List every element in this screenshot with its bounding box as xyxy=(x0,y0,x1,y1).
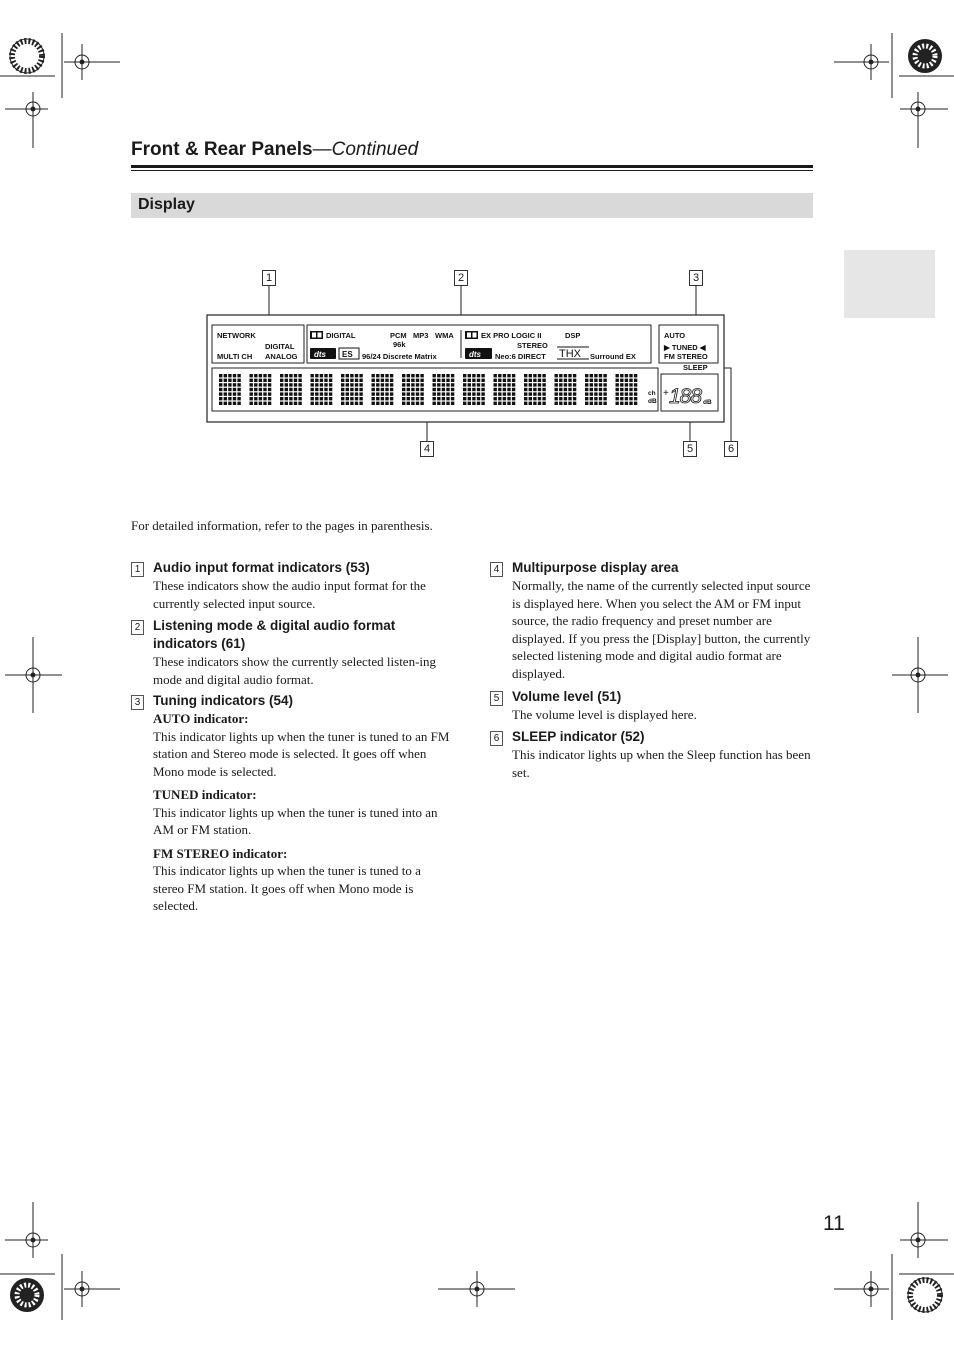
svg-text:dts: dts xyxy=(469,350,481,359)
callout-5: 5 xyxy=(683,441,697,457)
item-heading: SLEEP indicator (52) xyxy=(512,729,645,744)
item-heading: Audio input format indicators (53) xyxy=(153,560,370,575)
list-number-6: 6 xyxy=(490,731,503,746)
list-number-2: 2 xyxy=(131,620,144,635)
callout-1: 1 xyxy=(262,270,276,286)
lcd-pcm: PCM xyxy=(390,331,407,340)
item-body: These indicators show the audio input format for the currently selected input source. xyxy=(153,578,426,611)
matrix-character-cell xyxy=(616,374,638,405)
sub-heading-fm-stereo: FM STEREO indicator: xyxy=(153,845,288,861)
item-body: The volume level is displayed here. xyxy=(512,707,697,722)
sub-body-tuned: This indicator lights up when the tuner is tuned into an AM or FM station. xyxy=(153,804,438,837)
sub-heading-auto: AUTO indicator: xyxy=(153,711,249,726)
es-logo-icon xyxy=(339,348,359,359)
side-tab xyxy=(844,250,935,318)
sub-body-fm-stereo: This indicator lights up when the tuner is tuned to a stereo FM station. It goes off when Mono mode is selected. xyxy=(153,863,421,913)
callout-6: 6 xyxy=(724,441,738,457)
page-number: 11 xyxy=(823,1212,845,1235)
matrix-character-cell xyxy=(555,374,577,405)
header-continued: —Continued xyxy=(312,139,419,160)
item-volume-level xyxy=(512,688,812,724)
lcd-mp3: MP3 xyxy=(413,331,429,340)
dts-logo-icon xyxy=(310,348,336,359)
item-heading: Volume level (51) xyxy=(512,689,622,704)
matrix-character-cell xyxy=(280,374,302,405)
header-rule xyxy=(131,165,813,168)
sub-body-auto: This indicator lights up when the tuner is tuned to an FM station and Stereo mode is selected. It goes off when Mono mode is selected. xyxy=(153,728,450,779)
list-number-4: 4 xyxy=(490,562,503,577)
matrix-character-cell xyxy=(524,374,546,405)
dolby-logo-icon xyxy=(310,331,323,339)
item-audio-input-format xyxy=(153,559,458,612)
matrix-character-cell xyxy=(311,374,333,405)
lcd-db-small: dB xyxy=(648,398,657,405)
volume-level: 188 xyxy=(669,385,702,408)
item-heading: Multipurpose display area xyxy=(512,560,679,575)
lcd-discrete-matrix: 96/24 Discrete Matrix xyxy=(362,352,437,361)
lcd-surround-ex: Surround EX xyxy=(590,352,636,361)
display-diagram xyxy=(200,280,760,450)
list-number-5: 5 xyxy=(490,691,503,706)
matrix-character-cell xyxy=(585,374,607,405)
callout-4: 4 xyxy=(420,441,434,457)
dts-logo-icon-2 xyxy=(465,348,492,359)
intro-text: For detailed information, refer to the pages in parenthesis. xyxy=(131,518,433,533)
lcd-sleep: SLEEP xyxy=(683,363,708,372)
list-number-1: 1 xyxy=(131,562,144,577)
svg-text:ES: ES xyxy=(342,350,353,359)
volume-plus: + xyxy=(663,388,669,399)
item-body: Normally, the name of the currently selected input source is displayed here. When you select the AM or FM input source, the radio frequency and preset number are displayed. If you press the [Display] button, the currently selected listening mode and digital audio format are displayed. xyxy=(512,578,811,681)
item-multipurpose-display xyxy=(512,559,812,682)
page-header-title xyxy=(131,139,418,161)
item-listening-mode xyxy=(153,617,453,688)
item-heading: Listening mode & digital audio format indicators (61) xyxy=(153,618,396,651)
lcd-stereo: STEREO xyxy=(517,341,548,350)
callout-2: 2 xyxy=(454,270,468,286)
lcd-neo6-direct: Neo:6 DIRECT xyxy=(495,352,546,361)
lcd-auto: AUTO xyxy=(664,331,686,340)
item-sleep-indicator xyxy=(512,728,812,781)
lcd-network: NETWORK xyxy=(217,331,256,340)
lcd-digital: DIGITAL xyxy=(265,342,295,351)
dolby-logo-icon-2 xyxy=(465,331,478,339)
matrix-character-cell xyxy=(433,374,455,405)
matrix-character-cell xyxy=(341,374,363,405)
lcd-tuned: ▶ TUNED ◀ xyxy=(664,343,706,352)
section-bar xyxy=(131,193,813,218)
item-heading: Tuning indicators (54) xyxy=(153,693,294,708)
section-title: Display xyxy=(138,196,195,213)
matrix-character-cell xyxy=(219,374,241,405)
header-title-text: Front & Rear Panels xyxy=(131,139,313,160)
matrix-character-cell xyxy=(372,374,394,405)
lcd-multi-ch: MULTI CH xyxy=(217,352,253,361)
lcd-wma: WMA xyxy=(435,331,454,340)
matrix-character-cell xyxy=(250,374,272,405)
item-body: These indicators show the currently selected listen-ing mode and digital audio format. xyxy=(153,654,437,687)
matrix-character-cell xyxy=(402,374,424,405)
lcd-ch: ch xyxy=(648,390,656,397)
lcd-fm-stereo: FM STEREO xyxy=(664,352,708,361)
lcd-thx: THX xyxy=(559,348,581,360)
lcd-ex-pro-logic: EX PRO LOGIC II xyxy=(481,331,542,340)
lcd-dsp: DSP xyxy=(565,331,581,340)
lcd-analog: ANALOG xyxy=(265,352,298,361)
svg-text:dts: dts xyxy=(314,350,326,359)
lcd-96k: 96k xyxy=(393,340,406,349)
volume-db: dB xyxy=(703,399,712,406)
sub-heading-tuned: TUNED indicator: xyxy=(153,787,257,802)
lcd-dd-digital: DIGITAL xyxy=(326,331,356,340)
item-tuning-indicators xyxy=(153,692,455,915)
callout-3: 3 xyxy=(689,270,703,286)
header-rule-thin xyxy=(131,170,813,171)
list-number-3: 3 xyxy=(131,695,144,710)
matrix-character-cell xyxy=(463,374,485,405)
item-body: This indicator lights up when the Sleep function has been set. xyxy=(512,747,811,780)
matrix-character-cell xyxy=(494,374,516,405)
